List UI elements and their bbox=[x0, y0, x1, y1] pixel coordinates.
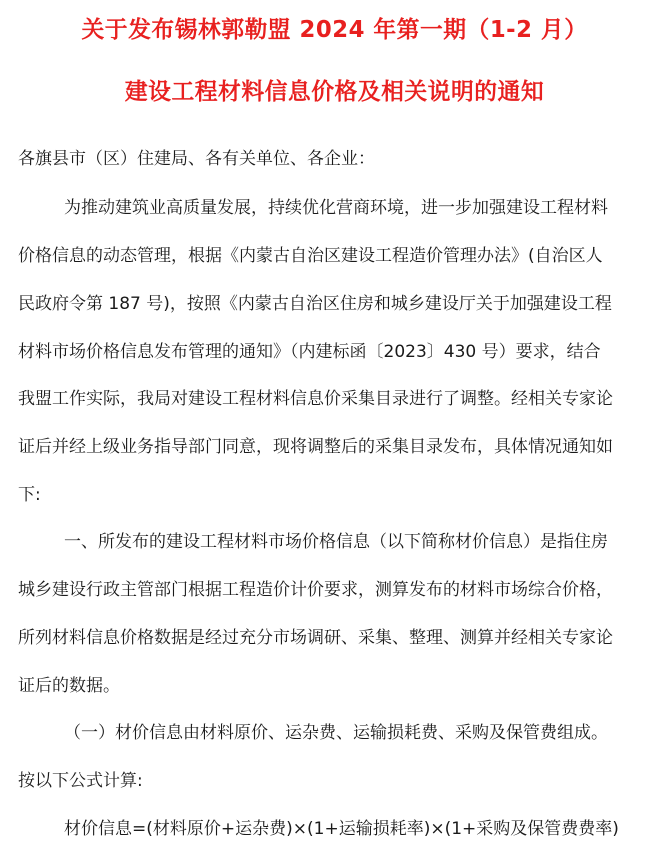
paragraph-2-line: 城乡建设行政主管部门根据工程造价计价要求，测算发布的材料市场综合价格， bbox=[18, 580, 613, 600]
paragraph-2-line: 一、所发布的建设工程材料市场价格信息（以下简称材价信息）是指住房 bbox=[64, 532, 608, 552]
paragraph-2-line: 证后的数据。 bbox=[18, 676, 120, 696]
paragraph-1-line: 材料市场价格信息发布管理的通知》（内建标函〔2023〕430 号）要求，结合 bbox=[18, 342, 601, 362]
paragraph-1-line: 为推动建筑业高质量发展，持续优化营商环境，进一步加强建设工程材料 bbox=[64, 198, 608, 218]
paragraph-1-line: 证后并经上级业务指导部门同意，现将调整后的采集目录发布，具体情况通知如 bbox=[18, 437, 613, 457]
document-title-line-1: 关于发布锡林郭勒盟 2024 年第一期（1-2 月） bbox=[81, 17, 588, 43]
paragraph-1-line: 我盟工作实际，我局对建设工程材料信息价采集目录进行了调整。经相关专家论 bbox=[18, 389, 613, 409]
document-title-line-2: 建设工程材料信息价格及相关说明的通知 bbox=[124, 79, 545, 105]
price-formula: 材价信息=(材料原价+运杂费)×(1+运输损耗率)×(1+采购及保管费费率) bbox=[64, 819, 619, 839]
paragraph-1-line: 民政府令第 187 号)，按照《内蒙古自治区住房和城乡建设厅关于加强建设工程 bbox=[18, 294, 612, 314]
paragraph-1-line: 价格信息的动态管理，根据《内蒙古自治区建设工程造价管理办法》(自治区人 bbox=[18, 246, 603, 266]
paragraph-1-line: 下: bbox=[18, 485, 41, 505]
paragraph-3-line: 按以下公式计算: bbox=[18, 771, 143, 791]
paragraph-3-line: （一）材价信息由材料原价、运杂费、运输损耗费、采购及保管费组成。 bbox=[64, 723, 608, 743]
salutation: 各旗县市（区）住建局、各有关单位、各企业： bbox=[18, 149, 375, 169]
paragraph-2-line: 所列材料信息价格数据是经过充分市场调研、采集、整理、测算并经相关专家论 bbox=[18, 628, 613, 648]
